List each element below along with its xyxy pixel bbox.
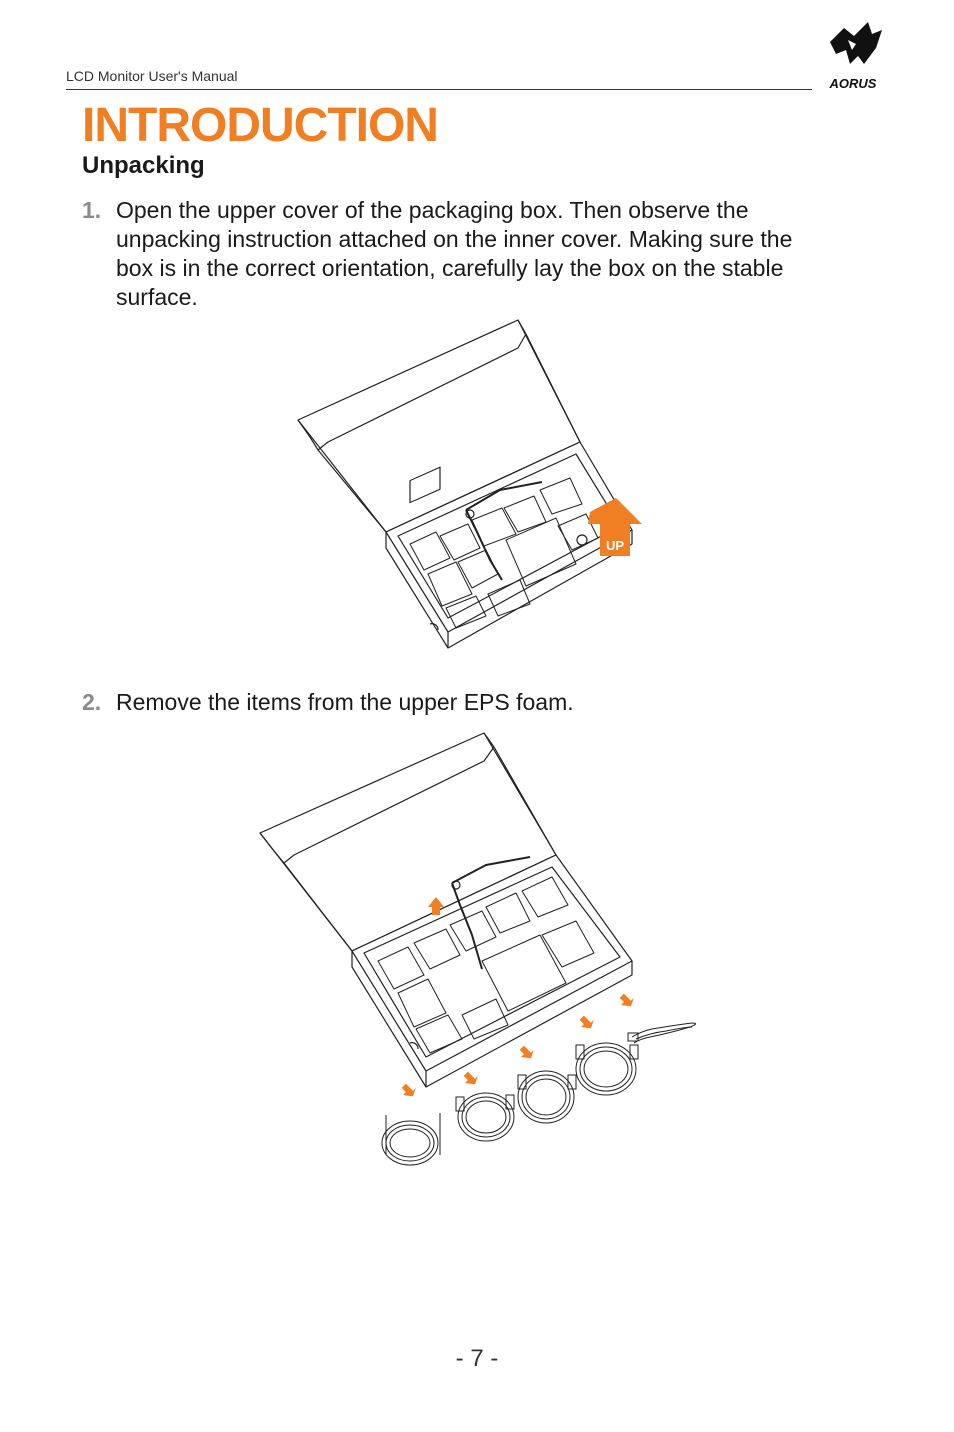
manual-title: LCD Monitor User's Manual [66, 68, 238, 84]
header-divider [66, 89, 812, 90]
section-subtitle: Unpacking [82, 152, 205, 179]
aorus-logo [820, 20, 886, 92]
step-2 [82, 688, 782, 720]
brand-text: AORUS [829, 76, 877, 91]
open-box-illustration [290, 312, 650, 658]
up-badge: UP [605, 538, 625, 553]
step-text: Open the upper cover of the packaging box. Then observe the unpacking instruction attached on the inner cover. Making sure the box is in the correct orientation, carefully lay the box on the stable surface. [116, 197, 793, 310]
step-1 [82, 196, 802, 316]
step-number: 2. [82, 689, 102, 715]
page-title: INTRODUCTION [82, 99, 438, 152]
remove-items-illustration [250, 725, 710, 1180]
step-text: Remove the items from the upper EPS foam. [116, 689, 574, 715]
page-number: - 7 - [455, 1345, 499, 1372]
step-number: 1. [82, 197, 102, 223]
